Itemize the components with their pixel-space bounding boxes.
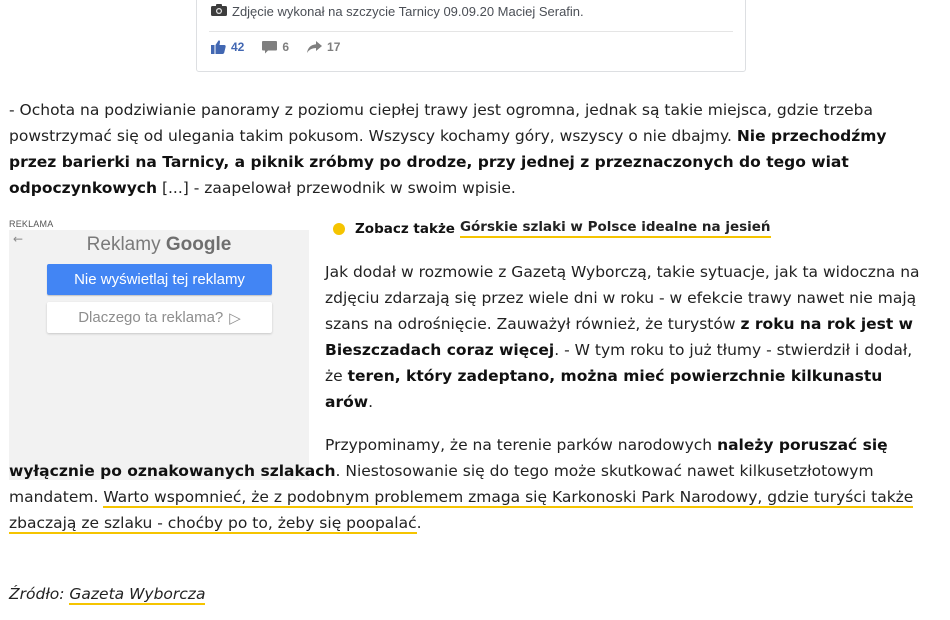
ad-heading: Reklamy Google	[86, 234, 232, 255]
article-paragraph: - Ochota na podziwianie panoramy z poziomu ciepłej trawy jest ogromna, jednak są takie miejsca, gdzie trzeba powstrzymać się od ulegania takim pokusom. Wszyscy kochamy góry, wszyscy o nie dbajmy. Nie przechodźmy przez barierki na Tarnicy, a piknik zróbmy po drodze, przy jednej z przeznaczonych do tego wiat odpoczynkowych [...] - zaapelował przewodnik w swoim wpisie.	[9, 101, 887, 197]
like-button[interactable]	[211, 40, 244, 54]
divider	[209, 31, 733, 32]
comment-count: 6	[282, 40, 290, 54]
share-arrow-icon	[307, 41, 322, 53]
inline-article-link[interactable]: Warto wspomnieć, że z podobnym problemem zmaga się Karkonoski Park Narodowy, gdzie turyści także zbaczają ze szlaku - choćby po to, żeby się poopalać	[9, 488, 914, 532]
google-logo-text: Google	[165, 234, 232, 255]
article-paragraph: Jak dodał w rozmowie z Gazetą Wyborczą, takie sytuacje, jak ta widoczna na zdjęciu zdarzają się przez wiele dni w roku - w efekcie trawy nawet nie mają szans na odrośnięcie. Zauważył również, że turystów z roku na rok jest w Bieszczadach coraz więcej. - W tym roku to już tłumy - stwierdził i dodał, że teren, który zadeptano, można mieć powierzchnie kilkunastu arów.	[325, 263, 920, 411]
yellow-dot-icon	[333, 223, 345, 235]
photo-caption	[211, 4, 584, 19]
source-line	[9, 581, 205, 607]
comment-icon	[262, 41, 277, 54]
see-also-label: Zobacz także	[355, 220, 455, 237]
thumbs-up-icon	[211, 40, 226, 54]
facebook-embed	[196, 0, 746, 72]
source-link[interactable]: Gazeta Wyborcza	[69, 585, 206, 603]
share-count: 17	[327, 40, 341, 54]
article-paragraph: Przypominamy, że na terenie parków narodowych należy poruszać się wyłącznie po oznakowanych szlakach. Niestosowanie się do tego może skutkować nawet kilkusetzłotowym mandatem. Warto wspomnieć, że z podobnym problemem zmaga się Karkonoski Park Narodowy, gdzie turyści także zbaczają ze szlaku - choćby po to, żeby się poopalać.	[9, 436, 914, 532]
source-label: Źródło:	[9, 585, 70, 603]
why-this-ad-button[interactable]	[47, 302, 272, 333]
like-count: 42	[231, 40, 245, 54]
hide-ad-button[interactable]: Nie wyświetlaj tej reklamy	[47, 264, 272, 295]
bold-text: należy poruszać się wyłącznie po oznakowanych szlakach	[9, 436, 888, 480]
share-button[interactable]	[307, 40, 340, 54]
ad-label: REKLAMA	[9, 219, 54, 229]
bold-text: Nie przechodźmy przez barierki na Tarnicy, a piknik zróbmy po drodze, przy jednej z przeznaczonych do tego wiat odpoczynkowych	[9, 127, 887, 197]
see-also-box	[333, 219, 771, 238]
photo-caption-text: Zdjęcie wykonał na szczycie Tarnicy 09.09.20 Maciej Serafin.	[232, 4, 584, 19]
bold-text: teren, który zadeptano, można mieć powierzchnie kilkunastu arów	[325, 367, 883, 411]
camera-icon	[211, 4, 227, 19]
comment-button[interactable]	[262, 40, 289, 54]
adchoices-icon: ▷	[229, 309, 241, 327]
back-arrow-icon[interactable]: ←	[13, 232, 24, 246]
bold-text: z roku na rok jest w Bieszczadach coraz więcej	[325, 315, 913, 359]
post-stats	[211, 40, 358, 54]
see-also-link[interactable]: Górskie szlaki w Polsce idealne na jesień	[460, 219, 771, 238]
why-this-ad-label: Dlaczego ta reklama?	[78, 309, 224, 326]
